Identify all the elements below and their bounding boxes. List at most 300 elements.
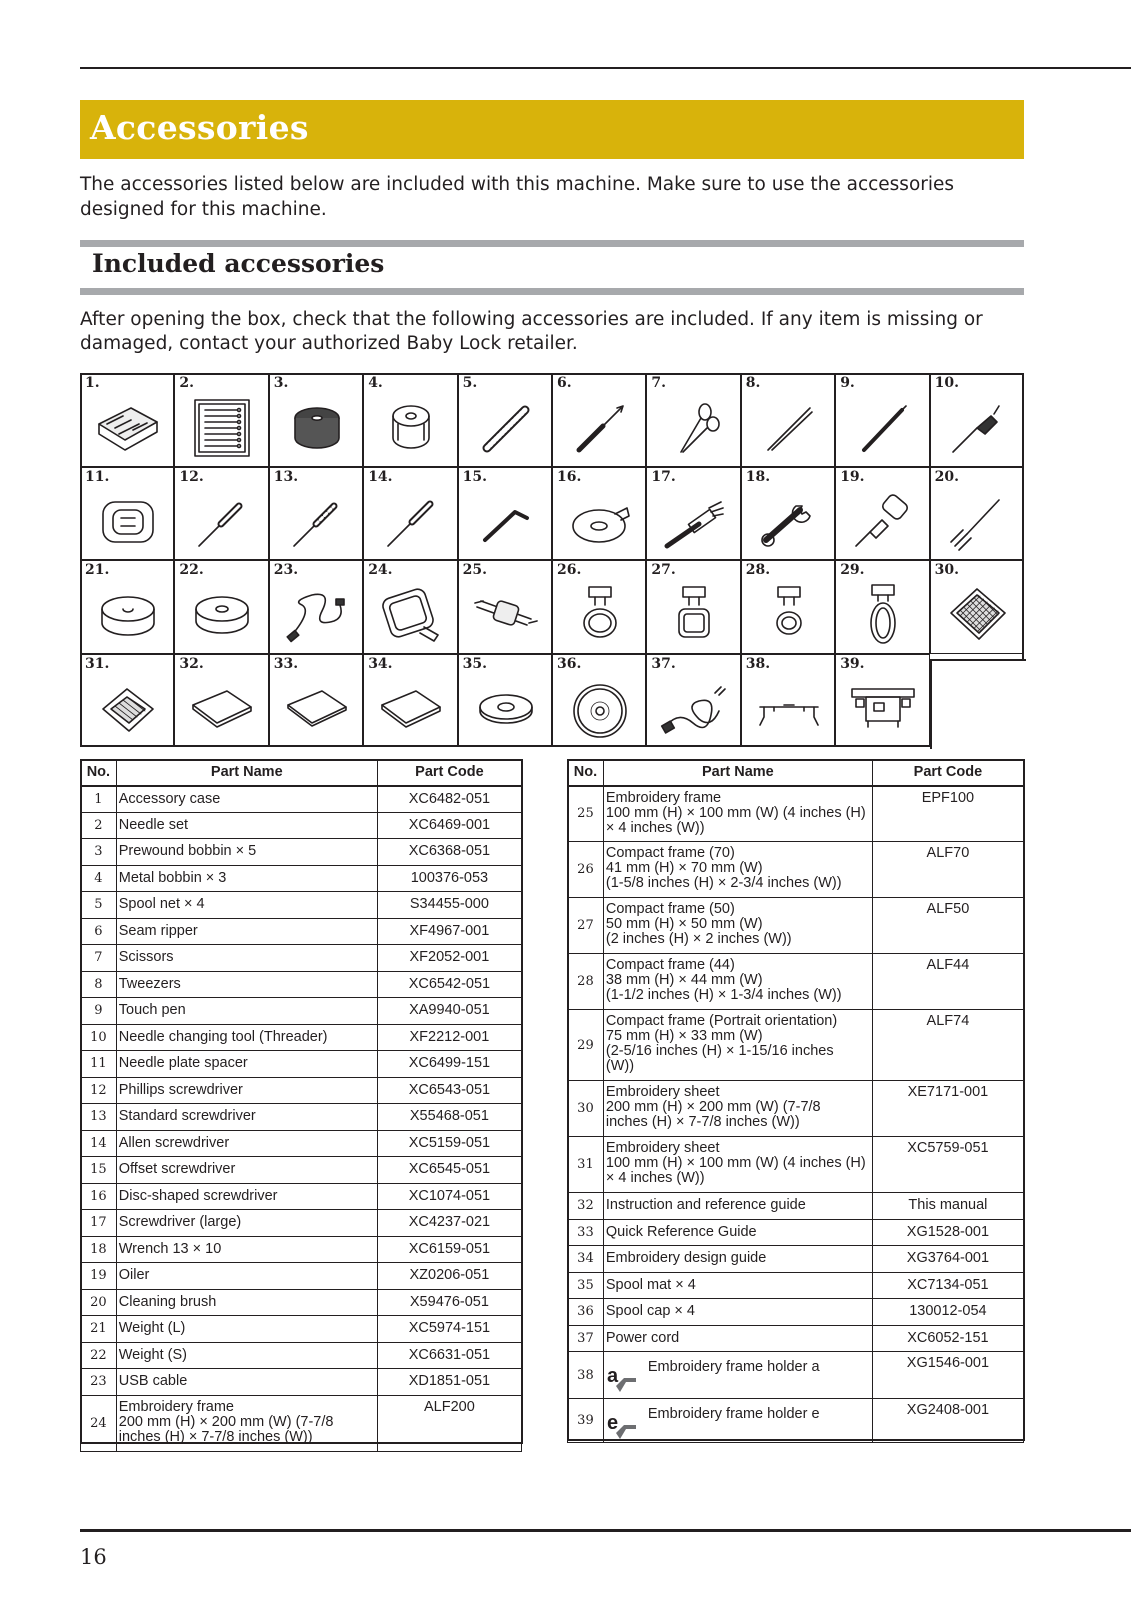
figure-number: 34. — [368, 655, 393, 672]
part-name — [603, 1081, 872, 1137]
part-name — [603, 1272, 872, 1299]
part-name-line: Needle changing tool (Threader) — [118, 1028, 328, 1045]
part-name-line: Disc-shaped screwdriver — [118, 1187, 278, 1204]
part-name — [116, 998, 377, 1025]
accessory-figure — [458, 654, 552, 748]
page-number: 16 — [80, 1545, 107, 1569]
part-name-line: Prewound bobbin × 5 — [118, 843, 257, 860]
part-number: 32 — [568, 1193, 604, 1220]
part-name-line: inches (H) × 7-7/8 inches (W)) — [118, 1428, 313, 1445]
part-code: EPF100 — [872, 786, 1023, 842]
part-number: 8 — [81, 971, 117, 998]
part-code: XG2408-001 — [872, 1399, 1023, 1443]
table-row — [81, 1395, 522, 1451]
part-code: XC6545-051 — [377, 1157, 521, 1184]
part-number: 7 — [81, 945, 117, 972]
figure-number: 36. — [557, 655, 582, 672]
accessory-figure — [80, 654, 174, 748]
part-name-line: 100 mm (H) × 100 mm (W) (4 inches (H) — [605, 1155, 866, 1171]
part-name — [116, 1024, 377, 1051]
part-number: 35 — [568, 1272, 604, 1299]
col-header-name: Part Name — [116, 760, 377, 786]
col-header-code: Part Code — [872, 760, 1023, 786]
part-name — [603, 842, 872, 898]
accessory-figure — [458, 467, 552, 561]
part-number: 18 — [81, 1236, 117, 1263]
figure-number: 29. — [840, 562, 865, 578]
part-name-line: Touch pen — [118, 1002, 186, 1019]
figure-number: 8. — [745, 375, 761, 391]
embroidery-frame-icon — [471, 581, 541, 647]
part-name — [116, 1342, 377, 1369]
accessory-figure — [835, 373, 929, 467]
part-code: XC5159-051 — [377, 1130, 521, 1157]
table-row — [568, 842, 1024, 898]
accessory-figure — [835, 560, 929, 654]
part-number: 37 — [568, 1325, 604, 1352]
part-name — [116, 1157, 377, 1184]
part-name — [116, 1236, 377, 1263]
table-row — [81, 971, 522, 998]
part-number: 22 — [81, 1342, 117, 1369]
accessory-figure — [458, 560, 552, 654]
tweezers-icon — [754, 394, 824, 460]
part-code: XF2212-001 — [377, 1024, 521, 1051]
figure-number: 16. — [557, 468, 582, 485]
table-row — [81, 945, 522, 972]
accessory-figure — [269, 467, 363, 561]
part-code: XC6631-051 — [377, 1342, 521, 1369]
part-name-line: Compact frame (70) — [605, 845, 735, 861]
compact-frame-44-icon — [754, 581, 824, 647]
part-code: XC6159-051 — [377, 1236, 521, 1263]
part-name — [603, 1219, 872, 1246]
needle-set-icon — [187, 394, 257, 460]
accessory-figure — [363, 654, 457, 748]
accessory-figure — [363, 373, 457, 467]
part-number: 25 — [568, 786, 604, 842]
part-name — [116, 786, 377, 813]
part-name-line: Quick Reference Guide — [605, 1223, 757, 1240]
table-row — [568, 1299, 1024, 1326]
figure-number: 31. — [85, 655, 110, 672]
table-row — [568, 786, 1024, 842]
part-code: XD1851-051 — [377, 1369, 521, 1396]
embroidery-sheet-large-icon — [943, 581, 1013, 647]
accessory-figure — [458, 373, 552, 467]
part-name-line: Wrench 13 × 10 — [118, 1240, 222, 1257]
part-name-line: 75 mm (H) × 33 mm (W) — [605, 1028, 763, 1044]
section-intro-paragraph: After opening the box, check that the following accessories are included. If any item is missing or damaged, contact your authorized Baby Lock retailer. — [80, 309, 983, 354]
table-row — [568, 1193, 1024, 1220]
part-name-line: 50 mm (H) × 50 mm (W) — [605, 916, 763, 932]
part-number: 17 — [81, 1210, 117, 1237]
compact-frame-50-icon — [659, 581, 729, 647]
figure-number: 24. — [368, 562, 393, 578]
part-code: XC6543-051 — [377, 1077, 521, 1104]
figure-number: 18. — [745, 468, 771, 485]
part-name-line: Oiler — [118, 1267, 150, 1284]
part-name-line: Embroidery frame holder e — [647, 1406, 820, 1422]
part-name — [116, 839, 377, 866]
part-code: XC6499-151 — [377, 1051, 521, 1078]
figure-number: 37. — [651, 655, 676, 672]
part-number: 10 — [81, 1024, 117, 1051]
part-name — [116, 945, 377, 972]
figure-number: 3. — [273, 375, 289, 391]
accessory-figure — [269, 373, 363, 467]
table-row — [81, 839, 522, 866]
part-name-line: Embroidery frame — [118, 1398, 234, 1415]
table-row — [81, 1157, 522, 1184]
table-row — [81, 1024, 522, 1051]
part-name — [116, 1051, 377, 1078]
page-title: Accessories — [90, 108, 309, 147]
part-code: XE7171-001 — [872, 1081, 1023, 1137]
part-name — [603, 786, 872, 842]
part-name-line: Allen screwdriver — [118, 1134, 230, 1151]
figure-number: 35. — [462, 655, 487, 672]
part-name — [603, 1352, 872, 1399]
touch-pen-icon — [848, 394, 918, 460]
part-number: 21 — [81, 1316, 117, 1343]
part-name — [603, 1399, 872, 1443]
part-number: 34 — [568, 1246, 604, 1273]
part-name — [116, 1183, 377, 1210]
part-name — [116, 1369, 377, 1396]
accessory-figure — [930, 373, 1024, 467]
part-code: X59476-051 — [377, 1289, 521, 1316]
figure-number: 14. — [368, 468, 393, 485]
part-name-line: Weight (L) — [118, 1320, 186, 1337]
part-number: 2 — [81, 812, 117, 839]
table-row — [81, 865, 522, 892]
wrench-icon — [754, 488, 824, 554]
part-name-line: Standard screwdriver — [118, 1108, 256, 1125]
spool-net-icon — [471, 394, 541, 460]
table-row — [81, 1077, 522, 1104]
part-code: XZ0206-051 — [377, 1263, 521, 1290]
part-name — [603, 1137, 872, 1193]
accessory-figure — [269, 654, 363, 748]
part-number: 12 — [81, 1077, 117, 1104]
compact-frame-70-icon — [565, 581, 635, 647]
part-number: 29 — [568, 1010, 604, 1081]
seam-ripper-icon — [565, 394, 635, 460]
cleaning-brush-icon — [943, 488, 1013, 554]
part-name-line: Tweezers — [118, 975, 181, 992]
part-code: XC6542-051 — [377, 971, 521, 998]
part-name — [116, 1263, 377, 1290]
part-number: 3 — [81, 839, 117, 866]
part-name — [116, 1077, 377, 1104]
part-code: ALF200 — [377, 1395, 521, 1451]
figure-number: 15. — [462, 468, 487, 485]
part-name-line: Metal bobbin × 3 — [118, 869, 227, 886]
figure-number: 28. — [745, 562, 771, 578]
part-number: 23 — [81, 1369, 117, 1396]
offset-screwdriver-icon — [471, 488, 541, 554]
part-number: 4 — [81, 865, 117, 892]
part-name — [116, 1316, 377, 1343]
part-name-line: Needle plate spacer — [118, 1055, 248, 1072]
col-header-no: No. — [81, 760, 117, 786]
accessory-figure — [835, 654, 929, 748]
oiler-icon — [848, 488, 918, 554]
part-code: ALF74 — [872, 1010, 1023, 1081]
part-name-line: Instruction and reference guide — [605, 1197, 806, 1214]
table-row — [568, 1399, 1024, 1443]
frame-holder-a-label-icon — [606, 1364, 638, 1394]
figure-number: 27. — [651, 562, 676, 578]
table-row — [568, 1219, 1024, 1246]
accessory-figure — [174, 373, 268, 467]
part-code: 130012-054 — [872, 1299, 1023, 1326]
part-number: 27 — [568, 898, 604, 954]
table-row — [81, 892, 522, 919]
part-number: 6 — [81, 918, 117, 945]
embroidery-sheet-icon — [93, 675, 163, 741]
part-number: 15 — [81, 1157, 117, 1184]
spool-mat-icon — [471, 675, 541, 741]
accessory-figure — [174, 560, 268, 654]
accessory-figure — [741, 654, 835, 748]
grid-empty-cell — [930, 659, 1026, 749]
accessory-figure — [80, 373, 174, 467]
figure-number: 39. — [840, 655, 865, 672]
part-name-line: Embroidery sheet — [605, 1140, 720, 1156]
part-number: 24 — [81, 1395, 117, 1451]
part-name-line: USB cable — [118, 1373, 188, 1390]
prewound-bobbin-icon — [282, 394, 352, 460]
part-name-line: Spool mat × 4 — [605, 1276, 696, 1293]
part-name-line: Offset screwdriver — [118, 1161, 236, 1178]
svg-text:e: e — [606, 1412, 619, 1434]
part-number: 16 — [81, 1183, 117, 1210]
figure-number: 9. — [840, 375, 855, 391]
accessory-figure — [552, 560, 646, 654]
part-name — [116, 1130, 377, 1157]
part-code: XG1528-001 — [872, 1219, 1023, 1246]
part-name-line: (1-1/2 inches (H) × 1-3/4 inches (W)) — [605, 987, 842, 1003]
accessory-figure — [741, 373, 835, 467]
part-name-line: Embroidery frame holder a — [647, 1359, 820, 1375]
table-row — [568, 1081, 1024, 1137]
col-header-code: Part Code — [377, 760, 521, 786]
part-code: XG1546-001 — [872, 1352, 1023, 1399]
part-name-line: × 4 inches (W)) — [605, 819, 705, 836]
table-row — [81, 1369, 522, 1396]
figure-number: 7. — [651, 375, 667, 391]
parts-table-left — [80, 759, 522, 1452]
power-cord-icon — [659, 675, 729, 741]
part-number: 19 — [81, 1263, 117, 1290]
spool-cap-icon — [565, 675, 635, 741]
figure-number: 26. — [557, 562, 582, 578]
part-code: XA9940-051 — [377, 998, 521, 1025]
col-header-no: No. — [568, 760, 604, 786]
accessory-figure — [646, 467, 740, 561]
part-name-line: Seam ripper — [118, 922, 198, 939]
quick-reference-guide-icon — [282, 675, 352, 741]
part-number: 38 — [568, 1352, 604, 1399]
figure-number: 13. — [273, 468, 299, 485]
section-rule-top — [80, 240, 1024, 247]
accessory-figure — [741, 560, 835, 654]
figure-number: 33. — [273, 655, 299, 672]
accessory-figure-grid — [80, 373, 1024, 747]
figure-number: 20. — [934, 468, 959, 485]
part-name-line: Compact frame (44) — [605, 957, 735, 973]
part-code: ALF50 — [872, 898, 1023, 954]
part-name-line: Phillips screwdriver — [118, 1081, 243, 1098]
part-name-line: Spool net × 4 — [118, 896, 205, 913]
table-row — [81, 1183, 522, 1210]
accessory-figure — [552, 654, 646, 748]
part-name — [603, 1193, 872, 1220]
part-number: 13 — [81, 1104, 117, 1131]
part-name — [116, 1104, 377, 1131]
part-code: XC5974-151 — [377, 1316, 521, 1343]
table-row — [568, 1352, 1024, 1399]
table-row — [81, 786, 522, 813]
table-row — [568, 1137, 1024, 1193]
figure-number: 25. — [462, 562, 487, 578]
part-code: This manual — [872, 1193, 1023, 1220]
part-name-line: Power cord — [605, 1329, 680, 1346]
part-number: 14 — [81, 1130, 117, 1157]
part-code: XG3764-001 — [872, 1246, 1023, 1273]
part-number: 30 — [568, 1081, 604, 1137]
accessory-case-icon — [93, 394, 163, 460]
part-name-line: (W)) — [605, 1058, 635, 1074]
accessory-figure — [363, 560, 457, 654]
table-row — [568, 954, 1024, 1010]
accessory-figure — [646, 654, 740, 748]
part-code: XC4237-021 — [377, 1210, 521, 1237]
part-number: 20 — [81, 1289, 117, 1316]
part-name — [603, 954, 872, 1010]
part-name-line: Weight (S) — [118, 1346, 187, 1363]
part-name-line: Cleaning brush — [118, 1293, 217, 1310]
accessory-figure — [930, 560, 1024, 654]
part-name-line: × 4 inches (W)) — [605, 1170, 705, 1186]
table-row — [81, 1289, 522, 1316]
table-row — [568, 1246, 1024, 1273]
svg-text:a: a — [606, 1365, 619, 1387]
part-name-line: Embroidery frame — [605, 789, 722, 806]
table-row — [568, 1272, 1024, 1299]
accessory-figure — [552, 373, 646, 467]
frame-holder-a-icon — [754, 675, 824, 741]
table-row — [81, 1342, 522, 1369]
accessory-figure — [930, 467, 1024, 561]
frame-holder-e-icon — [848, 675, 918, 741]
standard-screwdriver-icon — [282, 488, 352, 554]
part-name-line: Compact frame (Portrait orientation) — [605, 1013, 838, 1029]
part-number: 26 — [568, 842, 604, 898]
part-code: XF4967-001 — [377, 918, 521, 945]
design-guide-icon — [376, 675, 446, 741]
part-code: XC7134-051 — [872, 1272, 1023, 1299]
bottom-rule — [80, 1529, 1131, 1532]
figure-number: 5. — [462, 375, 478, 391]
part-code: XC6482-051 — [377, 786, 521, 813]
part-name-line: 41 mm (H) × 70 mm (W) — [605, 860, 763, 876]
part-name-line: 38 mm (H) × 44 mm (W) — [605, 972, 763, 988]
figure-number: 1. — [85, 375, 100, 391]
part-name — [116, 1395, 377, 1451]
usb-cable-icon — [282, 581, 352, 647]
part-number: 36 — [568, 1299, 604, 1326]
intro-paragraph: The accessories listed below are included with this machine. Make sure to use the accessories designed for this machine. — [80, 174, 955, 220]
needle-changing-tool-icon — [943, 394, 1013, 460]
table-row — [81, 998, 522, 1025]
part-name-line: Embroidery design guide — [605, 1250, 767, 1267]
part-name-line: Compact frame (50) — [605, 901, 735, 917]
table-row — [81, 1104, 522, 1131]
accessory-figure — [80, 560, 174, 654]
accessory-figure — [363, 467, 457, 561]
section-title: Included accessories — [92, 249, 385, 278]
part-name-line: (2 inches (H) × 2 inches (W)) — [605, 931, 792, 947]
part-name-line: (2-5/16 inches (H) × 1-15/16 inches — [605, 1043, 834, 1059]
section-rule-bottom — [80, 288, 1024, 295]
part-name — [116, 812, 377, 839]
part-name-line: inches (H) × 7-7/8 inches (W)) — [605, 1114, 800, 1130]
table-row — [81, 1130, 522, 1157]
scissors-icon — [659, 394, 729, 460]
part-code: 100376-053 — [377, 865, 521, 892]
figure-number: 6. — [557, 375, 572, 391]
allen-screwdriver-icon — [376, 488, 446, 554]
phillips-screwdriver-icon — [187, 488, 257, 554]
part-code: XC6469-001 — [377, 812, 521, 839]
title-bar — [80, 100, 1024, 159]
part-name — [116, 918, 377, 945]
part-name — [603, 898, 872, 954]
part-name-line: (1-5/8 inches (H) × 2-3/4 inches (W)) — [605, 875, 842, 891]
figure-number: 22. — [179, 562, 204, 578]
table-row — [568, 1010, 1024, 1081]
part-number: 39 — [568, 1399, 604, 1443]
figure-number: 23. — [273, 562, 299, 578]
table-row — [81, 918, 522, 945]
figure-number: 32. — [179, 655, 204, 672]
part-number: 5 — [81, 892, 117, 919]
table-row — [568, 1325, 1024, 1352]
part-name-line: Needle set — [118, 816, 189, 833]
accessory-figure — [741, 467, 835, 561]
table-row — [81, 812, 522, 839]
metal-bobbin-icon — [376, 394, 446, 460]
part-name — [116, 1289, 377, 1316]
part-code: XC6052-151 — [872, 1325, 1023, 1352]
table-row — [81, 1263, 522, 1290]
figure-number: 30. — [934, 562, 959, 578]
part-name-line: 100 mm (H) × 100 mm (W) (4 inches (H) — [605, 804, 866, 821]
table-row — [568, 898, 1024, 954]
part-number: 31 — [568, 1137, 604, 1193]
weight-small-icon — [187, 581, 257, 647]
part-name — [116, 1210, 377, 1237]
part-code: S34455-000 — [377, 892, 521, 919]
part-name-line: 200 mm (H) × 200 mm (W) (7-7/8 — [605, 1099, 821, 1115]
part-name-line: Embroidery sheet — [605, 1084, 720, 1100]
accessory-figure — [646, 373, 740, 467]
part-number: 1 — [81, 786, 117, 813]
part-code: X55468-051 — [377, 1104, 521, 1131]
